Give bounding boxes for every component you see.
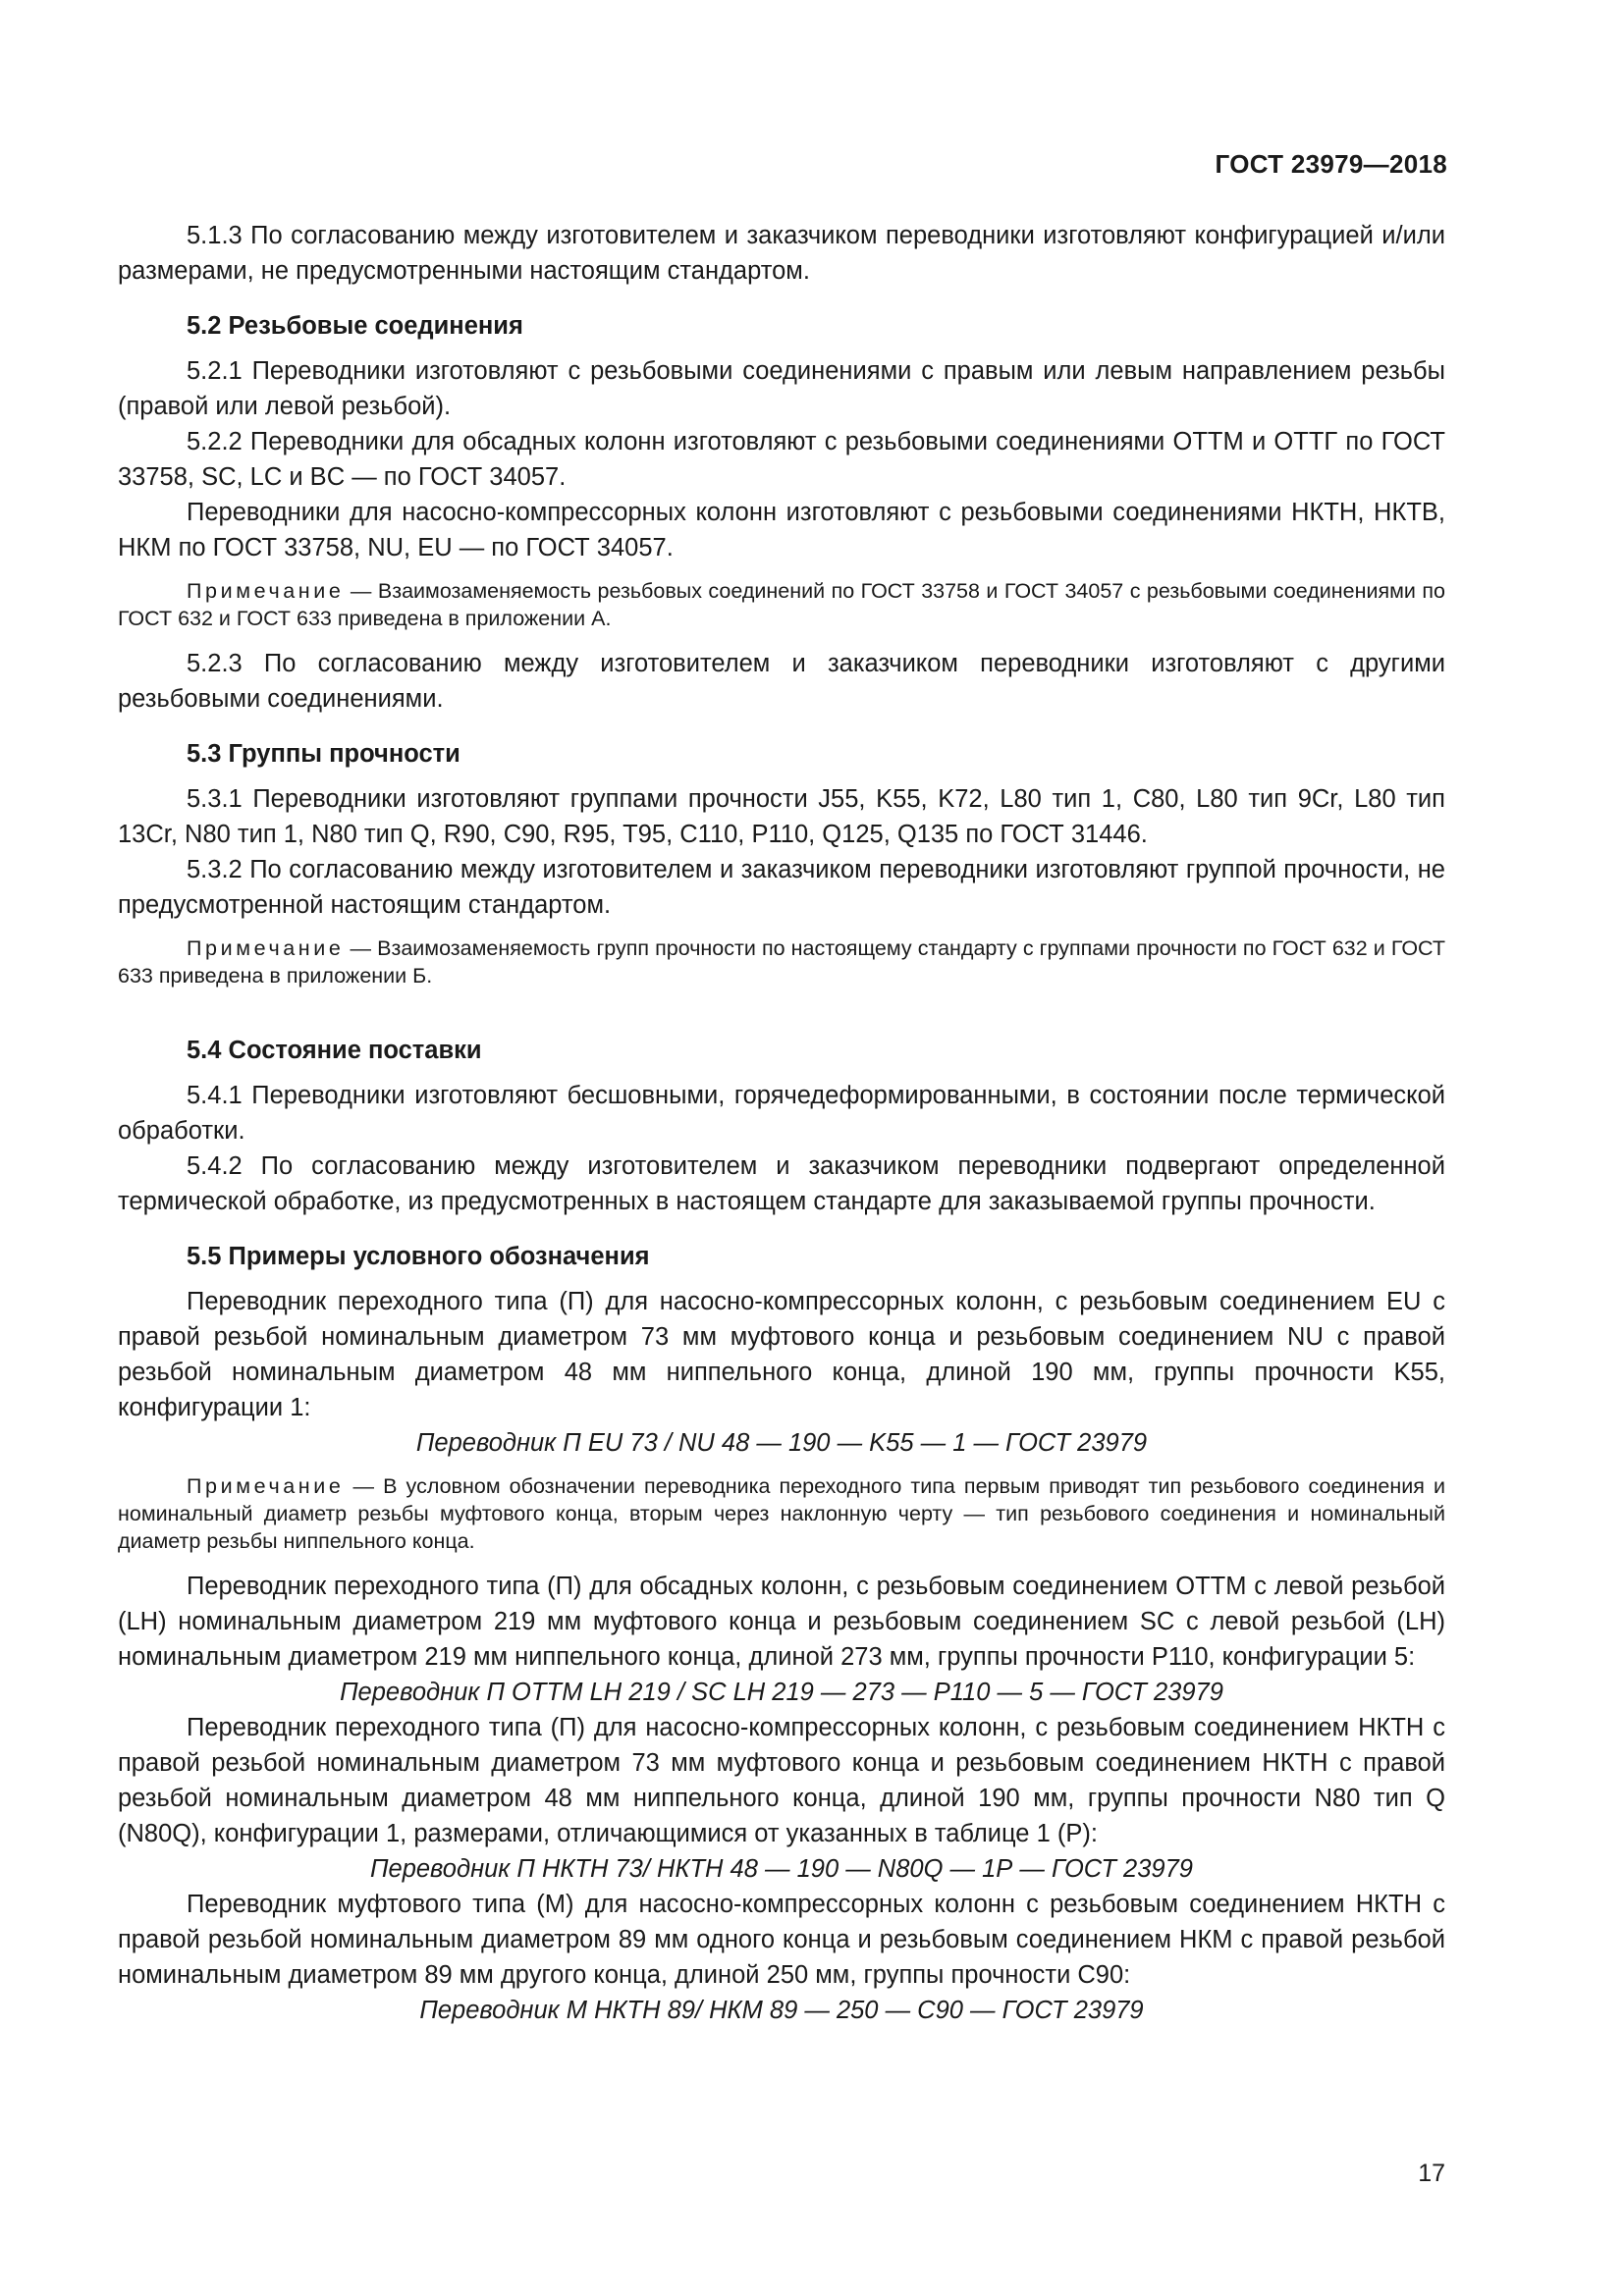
note-5-3: [118, 934, 1445, 989]
paragraph-5-3-1: 5.3.1 Переводники изготовляют группами прочности J55, K55, K72, L80 тип 1, C80, L80 тип 9Cr, L80 тип 13Cr, N80 тип 1, N80 тип Q, R90, C90, R95, T95, C110, P110, Q125, Q135 по ГОСТ 31446.: [118, 785, 1445, 848]
paragraph-5-4-2: 5.4.2 По согласованию между изготовителем и заказчиком переводники подвергают определенной термической обработке, из предусмотренных в настоящем стандарте для заказываемой группы прочности.: [118, 1152, 1445, 1215]
note-text: — Взаимозаменяемость резьбовых соединений по ГОСТ 33758 и ГОСТ 34057 с резьбовыми соединениями по ГОСТ 632 и ГОСТ 633 приведена в приложении А.: [118, 579, 1445, 630]
page-body: [118, 218, 1445, 2028]
note-text: — В условном обозначении переводника переходного типа первым приводят тип резьбового соединения и номинальный диаметр резьбы муфтового конца, вторым через наклонную черту — тип резьбового соединения и номинальный диаметр резьбы ниппельного конца.: [118, 1474, 1445, 1553]
example-2-designation: Переводник П ОТТМ LH 219 / SC LH 219 — 273 — P110 — 5 — ГОСТ 23979: [340, 1679, 1223, 1706]
section-heading-5-5: 5.5 Примеры условного обозначения: [187, 1243, 650, 1270]
paragraph-5-2-3: 5.2.3 По согласованию между изготовителем и заказчиком переводники изготовляют с другими резьбовыми соединениями.: [118, 650, 1445, 713]
paragraph-5-2-1: 5.2.1 Переводники изготовляют с резьбовыми соединениями с правым или левым направлением резьбы (правой или левой резьбой).: [118, 357, 1445, 420]
page-number: 17: [1418, 2160, 1445, 2187]
note-5-2: [118, 577, 1445, 632]
note-label: Примечание: [187, 579, 345, 603]
example-1-text: Переводник переходного типа (П) для насосно-компрессорных колонн, с резьбовым соединением EU с правой резьбой номинальным диаметром 73 мм муфтового конца и резьбовым соединением NU с правой резьбой номинальным диаметром 48 мм ниппельного конца, длиной 190 мм, группы прочности K55, конфигурации 1:: [118, 1288, 1445, 1421]
document-code-header: ГОСТ 23979—2018: [1215, 149, 1447, 179]
paragraph-5-2-2-tubing: Переводники для насосно-компрессорных колонн изготовляют с резьбовыми соединениями НКТН, НКТВ, НКМ по ГОСТ 33758, NU, EU — по ГОСТ 34057.: [118, 499, 1445, 561]
example-2-text: Переводник переходного типа (П) для обсадных колонн, с резьбовым соединением ОТТМ с левой резьбой (LH) номинальным диаметром 219 мм муфтового конца и резьбовым соединением SC с левой резьбой (LH) номинальным диаметром 219 мм ниппельного конца, длиной 273 мм, группы прочности P110, конфигурации 5:: [118, 1573, 1445, 1671]
paragraph-5-3-2: 5.3.2 По согласованию между изготовителем и заказчиком переводники изготовляют группой прочности, не предусмотренной настоящим стандартом.: [118, 856, 1445, 919]
paragraph-5-1-3: 5.1.3 По согласованию между изготовителем и заказчиком переводники изготовляют конфигурацией и/или размерами, не предусмотренными настоящим стандартом.: [118, 222, 1445, 285]
note-5-5: [118, 1472, 1445, 1555]
section-heading-5-3: 5.3 Группы прочности: [187, 740, 460, 768]
paragraph-5-4-1: 5.4.1 Переводники изготовляют бесшовными, горячедеформированными, в состоянии после термической обработки.: [118, 1082, 1445, 1145]
section-heading-5-4: 5.4 Состояние поставки: [187, 1037, 482, 1064]
example-3-text: Переводник переходного типа (П) для насосно-компрессорных колонн, с резьбовым соединением НКТН с правой резьбой номинальным диаметром 73 мм муфтового конца и резьбовым соединением НКТН с правой резьбой номинальным диаметром 48 мм ниппельного конца, длиной 190 мм, группы прочности N80 тип Q (N80Q), конфигурации 1, размерами, отличающимися от указанных в таблице 1 (Р):: [118, 1714, 1445, 1847]
example-3-designation: Переводник П НКТН 73/ НКТН 48 — 190 — N80Q — 1Р — ГОСТ 23979: [370, 1855, 1193, 1883]
note-label: Примечание: [187, 1474, 345, 1498]
example-1-designation: Переводник П EU 73 / NU 48 — 190 — K55 — 1 — ГОСТ 23979: [415, 1429, 1148, 1457]
note-text: — Взаимозаменяемость групп прочности по настоящему стандарту с группами прочности по ГОСТ 632 и ГОСТ 633 приведена в приложении Б.: [118, 936, 1445, 988]
note-label: Примечание: [187, 936, 345, 960]
example-4-text: Переводник муфтового типа (М) для насосно-компрессорных колонн с резьбовым соединением НКТН с правой резьбой номинальным диаметром 89 мм одного конца и резьбовым соединением НКМ с правой резьбой номинальным диаметром 89 мм другого конца, длиной 250 мм, группы прочности C90:: [118, 1891, 1445, 1989]
paragraph-5-2-2: 5.2.2 Переводники для обсадных колонн изготовляют с резьбовыми соединениями ОТТМ и ОТТГ по ГОСТ 33758, SC, LC и BC — по ГОСТ 34057.: [118, 428, 1445, 491]
section-heading-5-2: 5.2 Резьбовые соединения: [187, 312, 523, 340]
example-4-designation: Переводник М НКТН 89/ НКМ 89 — 250 — C90 — ГОСТ 23979: [419, 1997, 1144, 2024]
